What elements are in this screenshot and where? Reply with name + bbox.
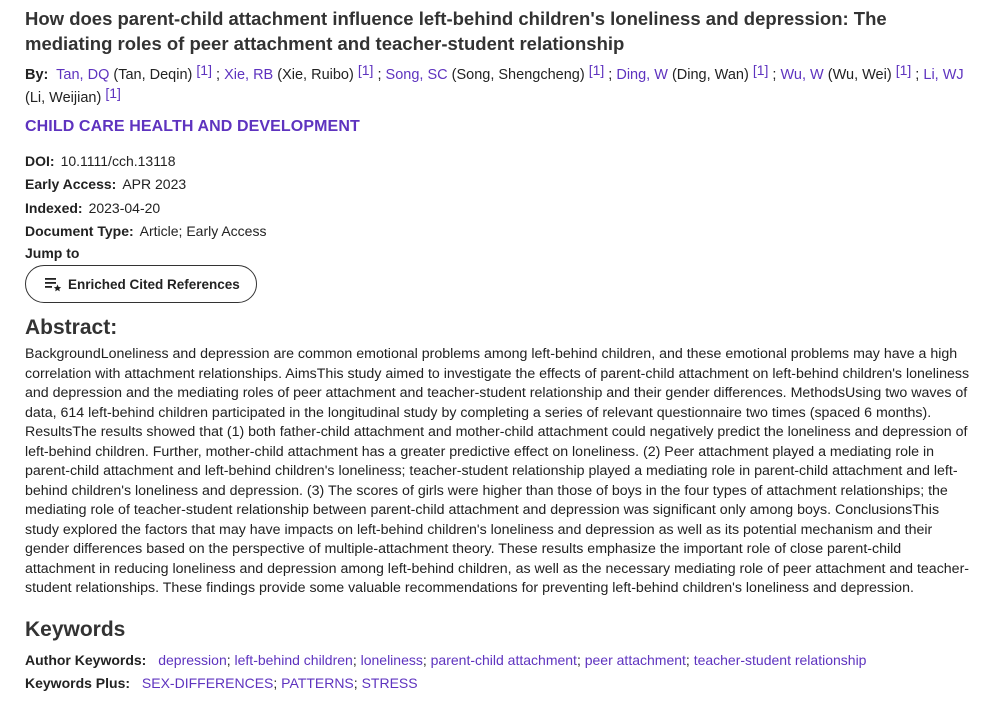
affiliation-ref-link[interactable]: [1] [895, 62, 912, 78]
author-fullname: (Li, Weijian) [25, 90, 102, 106]
author-fullname: (Xie, Ruibo) [277, 67, 354, 83]
abstract-text: BackgroundLoneliness and depression are common emotional problems among left-behind children, and these emotional problems may have a high correlation with attachment relationships. AimsThis study aimed to investigate the effects of parent-child attachment on left-behind children's loneliness and depression and the mediating roles of peer attachment and teacher-student relationship and their gender differences. MethodsUsing two waves of data, 614 left-behind children participated in the longitudinal study by completing a series of relevant questionnaire two times (spaced 6 months). ResultsThe results showed that (1) both father-child attachment and mother-child attachment could negatively predict the loneliness and depression of left-behind children. Further, mother-child attachment has a greater predictive effect on loneliness. (2) Peer attachment played a mediating role in parent-child attachment and left-behind children's loneliness; teacher-student relationship played a mediating role in parent-child attachment and left-behind children's loneliness and depression. (3) The scores of girls were higher than those of boys in the four types of attachment relationships; the mediating role of teacher-student relationship between parent-child attachment and depression was significant only among boys. ConclusionsThis study explored the factors that may have impacts on left-behind children's loneliness and depression as well as its potential mechanism and their gender differences based on the perspective of multiple-attachment theory. These results emphasize the important role of close parent-child attachment in reducing loneliness and depression among left-behind children, as well as the necessary mediating role of peer attachment and teacher-student relationships. These findings provide some valuable recommendations for preventing left-behind children's loneliness and depression. [25, 346, 970, 597]
keywords-plus-row: Keywords Plus: SEX-DIFFERENCES; PATTERNS; STRESS [25, 674, 418, 691]
affiliation-ref-link[interactable]: [1] [196, 62, 212, 78]
author-entry [780, 62, 912, 83]
doi-value: 10.1111/cch.13118 [60, 153, 176, 169]
author-keyword-link[interactable]: peer attachment [584, 651, 686, 668]
list-star-icon [44, 276, 62, 292]
author-keyword-link[interactable]: left-behind children [234, 651, 353, 668]
author-keyword-link[interactable]: loneliness [360, 651, 423, 668]
author-keywords-row: Author Keywords: depression; left-behind children; loneliness; parent-child attachment; peer attachment; teacher-student relationship [25, 651, 867, 668]
doi-label: DOI: [25, 153, 55, 169]
affiliation-ref-link[interactable]: [1] [588, 62, 605, 78]
author-entry [224, 62, 374, 83]
author-fullname: (Ding, Wan) [671, 67, 749, 83]
indexed-label: Indexed: [25, 199, 83, 216]
enriched-cited-references-label: Enriched Cited References [68, 276, 240, 292]
author-link[interactable]: Tan, DQ [56, 67, 110, 83]
article-title: How does parent-child attachment influence left-behind children's loneliness and depression: The mediating roles of peer attachment and teacher-student relationship [25, 8, 887, 54]
indexed-value: 2023-04-20 [88, 199, 161, 216]
jump-to-label: Jump to [25, 245, 80, 262]
indexed-row [25, 197, 974, 220]
affiliation-ref-link[interactable]: [1] [357, 62, 374, 78]
enriched-cited-references-button[interactable] [25, 265, 257, 303]
abstract-heading: Abstract: [25, 316, 118, 340]
keywords-heading: Keywords [25, 617, 126, 641]
author-keyword-link[interactable]: teacher-student relationship [693, 651, 867, 668]
author-link[interactable]: Wu, W [780, 67, 824, 83]
keyword-plus-link[interactable]: STRESS [361, 674, 418, 691]
keyword-plus-link[interactable]: PATTERNS [281, 674, 354, 691]
document-type-value: Article; Early Access [139, 222, 267, 239]
authors-label: By: [25, 67, 49, 83]
author-entry [56, 62, 212, 83]
author-entry [616, 62, 769, 83]
authors-line: By: Tan, DQ (Tan, Deqin) [1] ; Xie, RB (Xie, Ruibo) [1] ; Song, SC (Song, Shengcheng) [1] ; Ding, W (Ding, Wan) [1] ; Wu, W (Wu, Wei) [1] ; Li, WJ (Li, Weijian) [1] [25, 62, 964, 106]
author-link[interactable]: Song, SC [385, 67, 448, 83]
author-link[interactable]: Xie, RB [224, 67, 274, 83]
journal-link[interactable]: CHILD CARE HEALTH AND DEVELOPMENT [25, 118, 360, 135]
doi-row [25, 150, 974, 173]
author-keyword-link[interactable]: depression [158, 651, 227, 668]
affiliation-ref-link[interactable]: [1] [752, 62, 769, 78]
author-fullname: (Song, Shengcheng) [451, 67, 585, 83]
keywords-plus-label: Keywords Plus: [25, 674, 131, 691]
early-access-row [25, 173, 974, 196]
author-fullname: (Tan, Deqin) [113, 67, 193, 83]
author-entry [385, 62, 605, 83]
document-type-label: Document Type: [25, 222, 134, 239]
document-type-row [25, 220, 974, 243]
author-keywords-label: Author Keywords: [25, 651, 147, 668]
early-access-value: APR 2023 [122, 176, 187, 193]
early-access-label: Early Access: [25, 176, 117, 193]
keyword-plus-link[interactable]: SEX-DIFFERENCES [141, 674, 274, 691]
author-link[interactable]: Ding, W [616, 67, 668, 83]
author-link[interactable]: Li, WJ [923, 67, 964, 83]
affiliation-ref-link[interactable]: [1] [105, 85, 121, 101]
author-fullname: (Wu, Wei) [827, 67, 892, 83]
author-keyword-link[interactable]: parent-child attachment [430, 651, 577, 668]
